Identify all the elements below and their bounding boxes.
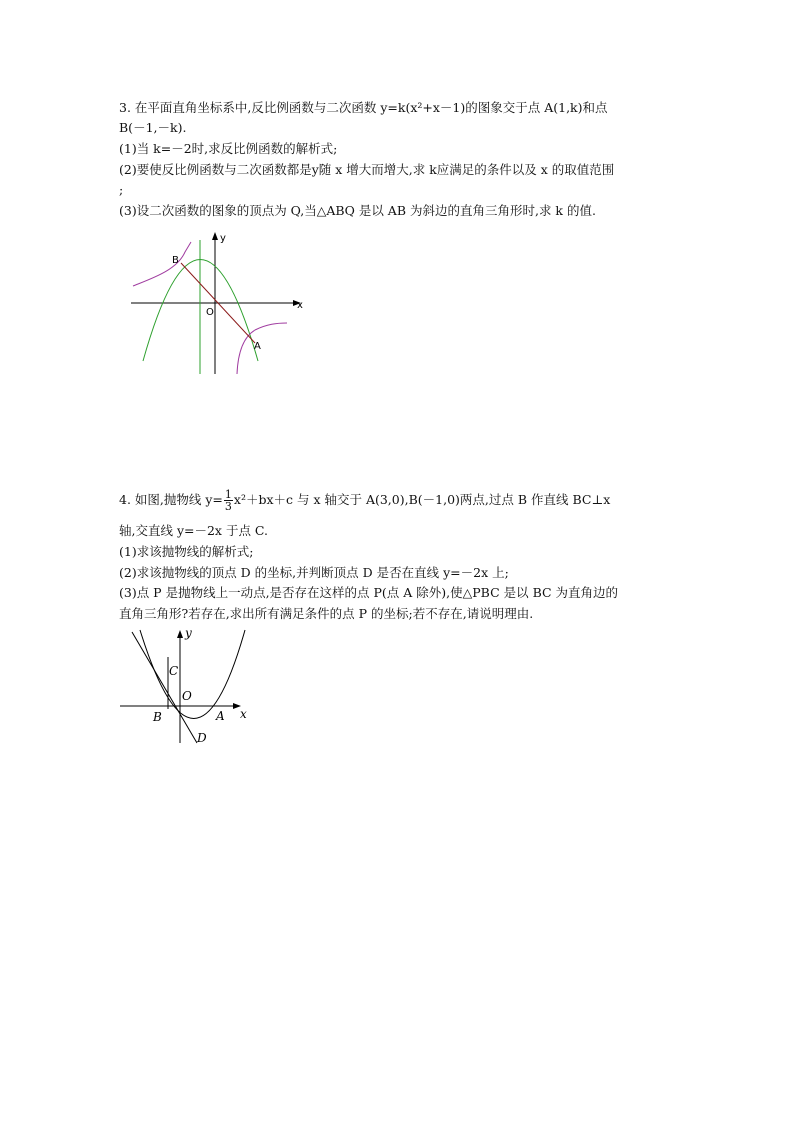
fraction-numerator: 1 (224, 488, 232, 501)
y-axis-arrow (177, 630, 183, 638)
fraction-denominator: 3 (224, 500, 232, 513)
problem3-part2-continuation: ; (119, 182, 124, 197)
problem4-part2: (2)求该抛物线的顶点 D 的坐标,并判断顶点 D 是否在直线 y=－2x 上; (119, 565, 509, 580)
label-B: B (153, 710, 162, 724)
line-y-equals-minus-2x (132, 632, 197, 743)
label-x: x (297, 300, 303, 311)
label-C: C (169, 664, 179, 678)
label-A: A (216, 709, 225, 723)
problem3-part1: (1)当 k=－2时,求反比例函数的解析式; (119, 141, 338, 156)
problem4-line1-start: 4. 如图,抛物线 y= (119, 492, 223, 507)
problem4-line1-end: x²＋bx＋c 与 x 轴交于 A(3,0),B(－1,0)两点,过点 B 作直线 BC⊥x (233, 492, 611, 507)
problem4-part1: (1)求该抛物线的解析式; (119, 544, 254, 559)
hyperbola-branch-right (237, 323, 287, 374)
problem4-statement-line1 (119, 487, 610, 513)
parabola (140, 630, 245, 719)
problem3-statement-line2: B(－1,－k). (119, 120, 187, 135)
y-axis-arrow (212, 232, 218, 240)
problem3-part3: (3)设二次函数的图象的顶点为 Q,当△ABQ 是以 AB 为斜边的直角三角形时,求 k 的值. (119, 203, 596, 218)
problem3-part2: (2)要使反比例函数与二次函数都是y随 x 增大而增大,求 k应满足的条件以及 x 的取值范围 (119, 162, 615, 177)
fraction-one-third (224, 489, 233, 512)
label-O: O (206, 307, 214, 318)
problem4-statement-line2: 轴,交直线 y=－2x 于点 C. (119, 523, 269, 538)
problem3-statement-line1: 3. 在平面直角坐标系中,反比例函数与二次函数 y=k(x²+x－1)的图象交于点 A(1,k)和点 (119, 100, 608, 115)
problem3-figure (125, 228, 310, 378)
label-B: B (172, 255, 179, 266)
label-x: x (240, 707, 247, 721)
label-y: y (185, 627, 192, 640)
label-y: y (220, 233, 226, 244)
problem4-part3: (3)点 P 是抛物线上一动点,是否存在这样的点 P(点 A 除外),使△PBC 是以 BC 为直角边的 (119, 585, 619, 600)
problem4-part3-continuation: 直角三角形?若存在,求出所有满足条件的点 P 的坐标;若不存在,请说明理由. (119, 606, 534, 621)
label-A: A (254, 341, 261, 352)
problem4-figure (117, 627, 262, 747)
label-O: O (182, 689, 192, 703)
label-D: D (197, 731, 207, 745)
